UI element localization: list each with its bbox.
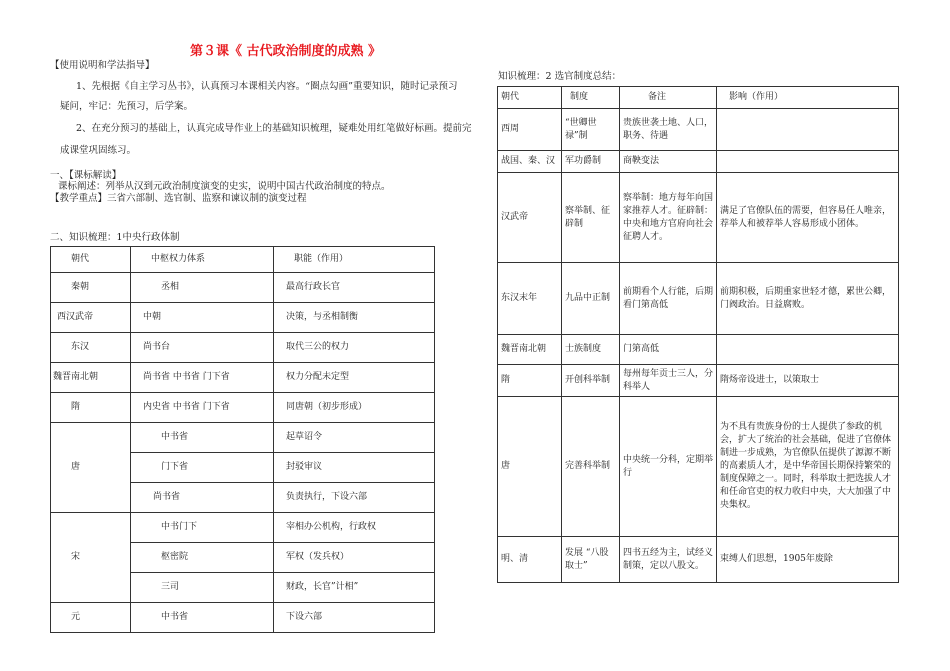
cell: 贵族世袭土地、人口，职务、待遇 xyxy=(620,109,717,151)
cell: 中朝 xyxy=(131,303,274,333)
cell: 负责执行，下设六部 xyxy=(274,483,435,513)
cell: 丞相 xyxy=(131,273,274,303)
table-row xyxy=(51,603,435,633)
cell: 隋 xyxy=(498,365,562,397)
section-1-heading: 一、【课标解读】 xyxy=(50,170,122,181)
cell: 唐 xyxy=(498,397,562,537)
cell: 元 xyxy=(51,603,131,633)
cell: 中央统一分科，定期举行 xyxy=(620,397,717,537)
standard-text: 课标阐述：列举从汉到元政治制度演变的史实，说明中国古代政治制度的特点。 xyxy=(58,181,391,192)
cell: 完善科举制 xyxy=(562,397,620,537)
guide-line-2b: 成课堂巩固练习。 xyxy=(60,145,137,156)
cell: 中书省 xyxy=(131,423,274,453)
table-row xyxy=(51,303,435,333)
cell: 三司 xyxy=(131,573,274,603)
table-row xyxy=(51,363,435,393)
cell: 门下省 xyxy=(131,453,274,483)
cell: 西汉武帝 xyxy=(51,303,131,333)
table-row xyxy=(51,333,435,363)
table-row xyxy=(51,513,435,543)
table-row xyxy=(51,423,435,453)
cell: 魏晋南北朝 xyxy=(498,335,562,365)
cell: 宋 xyxy=(51,513,131,603)
cell: 同唐朝（初步形成） xyxy=(274,393,435,423)
cell: 权力分配未定型 xyxy=(274,363,435,393)
cell: “世卿世禄”制 xyxy=(562,109,620,151)
cell: 汉武帝 xyxy=(498,173,562,263)
section-2-heading: 二、知识梳理：1中央行政体制 xyxy=(50,232,180,243)
cell: 尚书省 xyxy=(131,483,274,513)
table-row xyxy=(498,173,899,263)
cell xyxy=(717,151,899,173)
section-2-2-heading: 知识梳理：2 选官制度总结： xyxy=(498,71,622,82)
cell: 士族制度 xyxy=(562,335,620,365)
header-note: 备注 xyxy=(620,87,717,109)
cell: 宰相办公机构，行政权 xyxy=(274,513,435,543)
lesson-title: 第３课《 古代政治制度的成熟 》 xyxy=(190,44,382,59)
header-impact: 影响（作用） xyxy=(717,87,899,109)
cell xyxy=(717,335,899,365)
cell: 东汉 xyxy=(51,333,131,363)
header-system: 中枢权力体系 xyxy=(131,247,274,273)
cell: 中书门下 xyxy=(131,513,274,543)
table-row xyxy=(498,537,899,583)
central-admin-table xyxy=(50,246,435,633)
table-row xyxy=(498,397,899,537)
cell: 魏晋南北朝 xyxy=(51,363,131,393)
header-dynasty: 朝代 xyxy=(498,87,562,109)
table-row xyxy=(498,335,899,365)
cell: 每州每年贡士三人，分科举人 xyxy=(620,365,717,397)
focus-text: 【教学重点】三省六部制、选官制、监察和谏议制的演变过程 xyxy=(50,193,307,204)
cell: 内史省 中书省 门下省 xyxy=(131,393,274,423)
cell: 为不具有贵族身份的士人提供了参政的机会，扩大了统治的社会基础，促进了官僚体制进一步成熟，为官僚队伍提供了源源不断的高素质人才，是中华帝国长期保持繁荣的制度保障之一。同时，科举取士把选拔人才和任命官吏的权力收归中央，大大加强了中央集权。 xyxy=(717,397,899,537)
cell: 门第高低 xyxy=(620,335,717,365)
table-row xyxy=(51,273,435,303)
cell: 察举制：地方每年向国家推荐人才。征辟制：中央和地方官府向社会征聘人才。 xyxy=(620,173,717,263)
guide-line-1b: 疑问，牢记：先预习，后学案。 xyxy=(60,101,194,112)
table-row xyxy=(498,365,899,397)
cell: 前期积极，后期重家世轻才德，累世公卿，门阀政治。日益腐败。 xyxy=(717,263,899,335)
cell: 中书省 xyxy=(131,603,274,633)
official-selection-table xyxy=(497,86,899,583)
cell: 尚书台 xyxy=(131,333,274,363)
cell: 取代三公的权力 xyxy=(274,333,435,363)
table-header-row xyxy=(498,87,899,109)
cell: 秦朝 xyxy=(51,273,131,303)
guide-heading: 【使用说明和学法指导】 xyxy=(50,60,155,71)
guide-line-2a: 2、在充分预习的基础上，认真完成导作业上的基础知识梳理，疑难处用红笔做好标画。提前完 xyxy=(76,123,472,134)
cell: 明、清 xyxy=(498,537,562,583)
cell: 西周 xyxy=(498,109,562,151)
table-row xyxy=(498,151,899,173)
cell: 军权（发兵权） xyxy=(274,543,435,573)
cell: 满足了官僚队伍的需要，但容易任人唯亲，荐举人和被荐举人容易形成小团体。 xyxy=(717,173,899,263)
cell: 下设六部 xyxy=(274,603,435,633)
guide-line-1a: 1、先根据《自主学习丛书》，认真预习本课相关内容。“圈点勾画”重要知识，随时记录预习 xyxy=(76,81,458,92)
cell: 尚书省 中书省 门下省 xyxy=(131,363,274,393)
header-system: 制度 xyxy=(562,87,620,109)
cell: 四书五经为主，试经义制策，定以八股文。 xyxy=(620,537,717,583)
cell: 财政，长官”计相” xyxy=(274,573,435,603)
table-row xyxy=(51,393,435,423)
cell: 隋炀帝设进士，以策取士 xyxy=(717,365,899,397)
table-row xyxy=(498,109,899,151)
cell: 军功爵制 xyxy=(562,151,620,173)
cell: 察举制、征辟制 xyxy=(562,173,620,263)
cell xyxy=(717,109,899,151)
table-header-row xyxy=(51,247,435,273)
cell: 枢密院 xyxy=(131,543,274,573)
cell: 战国、秦、汉 xyxy=(498,151,562,173)
cell: 发展 “八股取士” xyxy=(562,537,620,583)
header-dynasty: 朝代 xyxy=(51,247,131,273)
cell: 起草诏令 xyxy=(274,423,435,453)
cell: 封驳审议 xyxy=(274,453,435,483)
cell: 最高行政长官 xyxy=(274,273,435,303)
cell: 前期看个人行能，后期看门第高低 xyxy=(620,263,717,335)
cell: 唐 xyxy=(51,423,131,513)
table-row xyxy=(498,263,899,335)
cell: 九品中正制 xyxy=(562,263,620,335)
cell: 束缚人们思想，1905年废除 xyxy=(717,537,899,583)
cell: 隋 xyxy=(51,393,131,423)
cell: 决策，与丞相制衡 xyxy=(274,303,435,333)
header-function: 职能（作用） xyxy=(274,247,435,273)
cell: 开创科举制 xyxy=(562,365,620,397)
cell: 东汉末年 xyxy=(498,263,562,335)
cell: 商鞅变法 xyxy=(620,151,717,173)
